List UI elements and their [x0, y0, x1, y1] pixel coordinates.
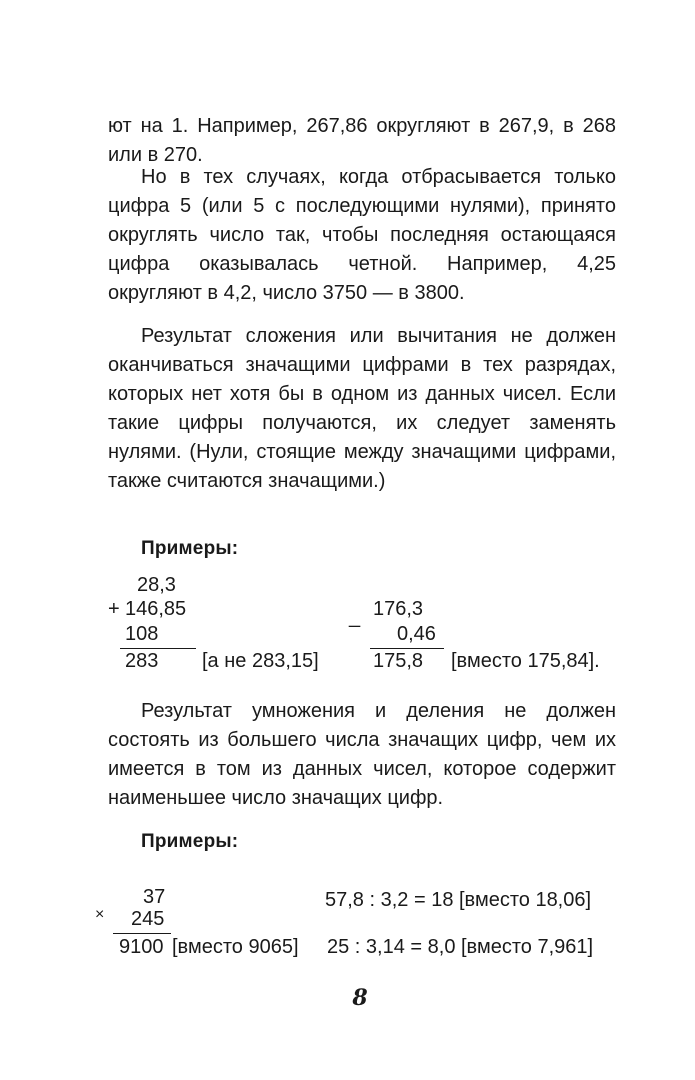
- minuend: 176,3: [373, 598, 424, 620]
- product-rule: [113, 933, 171, 934]
- addend-3: 108: [125, 623, 159, 645]
- examples-heading-2: Примеры:: [141, 831, 239, 852]
- difference-rule: [370, 648, 444, 649]
- minus-sign: _: [349, 606, 361, 628]
- addend-2: 146,85: [125, 598, 187, 620]
- paragraph-rounding-example: ют на 1. Например, 267,86 округляют в 267,9, в 268 или в 270.: [108, 115, 616, 166]
- addend-1: 28,3: [137, 574, 176, 596]
- times-sign: ×: [95, 906, 105, 923]
- sum-rule: [120, 648, 196, 649]
- product-note: [вместо 9065]: [172, 936, 299, 958]
- subtrahend: 0,46: [397, 623, 436, 645]
- product-result: 9100: [119, 936, 164, 958]
- sum-result: 283: [125, 650, 159, 672]
- factor-2: 245: [131, 908, 165, 930]
- division-example-1: 57,8 : 3,2 = 18 [вместо 18,06]: [325, 889, 592, 911]
- factor-1: 37: [143, 886, 166, 908]
- division-example-2: 25 : 3,14 = 8,0 [вместо 7,961]: [327, 936, 594, 958]
- paragraph-addition-subtraction-rule: Результат сложения или вычитания не должен оканчиваться значащими цифрами в тех разрядах, которых нет хотя бы в одном из данных чисел. Если такие цифры получаются, их следует заменять нулями. (Нули, стоящие между значащими цифрами, также считаются значащими.): [108, 325, 616, 492]
- sum-note: [а не 283,15]: [202, 650, 319, 672]
- paragraph-multiplication-division-rule: Результат умножения и деления не должен состоять из большего числа значащих цифр, чем их имеется в том из данных чисел, которое содержит наименьшее число значащих цифр.: [108, 700, 616, 809]
- difference-note: [вместо 175,84].: [451, 650, 600, 672]
- examples-heading: Примеры:: [141, 538, 239, 559]
- difference-result: 175,8: [373, 650, 424, 672]
- paragraph-rounding-rule-five: Но в тех случаях, когда отбрасывается только цифра 5 (или 5 с последующими нулями), принято округлять число так, чтобы последняя остающаяся цифра оказывалась четной. Например, 4,25 округляют в 4,2, число 3750 — в 3800.: [108, 166, 616, 304]
- plus-sign: +: [108, 598, 120, 620]
- page-number: 8: [352, 985, 368, 1011]
